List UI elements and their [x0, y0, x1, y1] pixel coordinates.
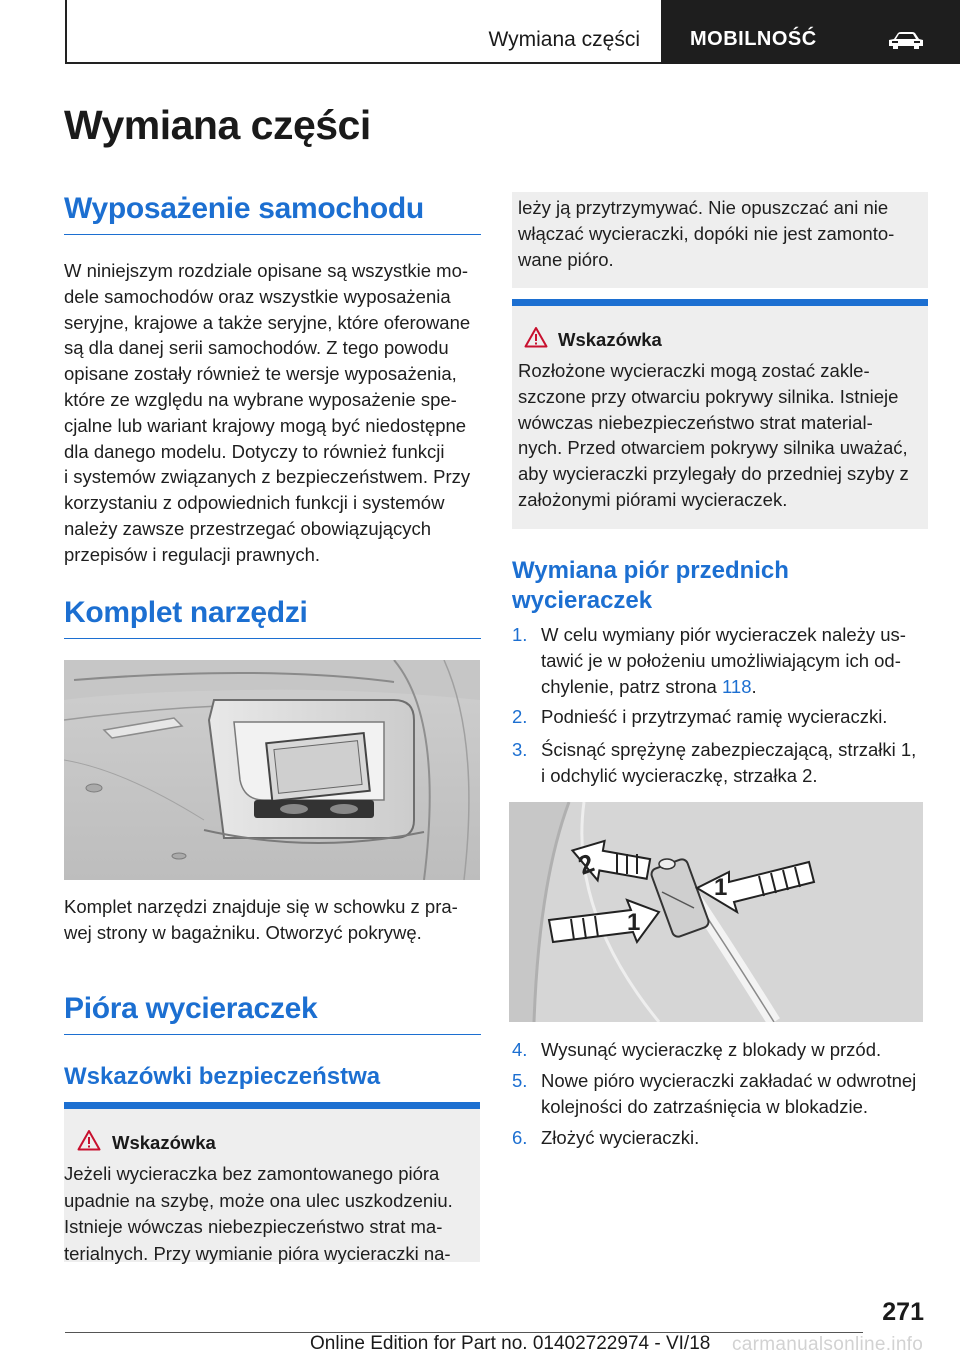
- header-section-label: MOBILNOŚĆ: [690, 28, 817, 50]
- text-line: przepisów i regulacji prawnych.: [64, 543, 321, 565]
- heading-rule: [64, 1034, 481, 1035]
- text-line: które ze względu na wybrane wyposażenie spe-: [64, 388, 457, 410]
- warning-icon: [77, 1129, 101, 1151]
- step-number: 4.: [512, 1039, 528, 1060]
- equipment-paragraph: [64, 258, 484, 568]
- text-line: opisane zostały również te wersje wyposażenia,: [64, 363, 457, 385]
- heading-safety: Wskazówki bezpieczeństwa: [64, 1063, 381, 1090]
- note-box-wiper-safety: [64, 1102, 480, 1262]
- step-item: [512, 737, 932, 791]
- header-chapter-title: Wymiana części: [488, 28, 640, 51]
- text-line: tawić je w położeniu umożliwiającym ich od-: [541, 650, 901, 671]
- step-text: [541, 737, 936, 789]
- footer-edition: Online Edition for Part no. 01402722974 - VI/18: [310, 1333, 711, 1354]
- step-text: [541, 704, 936, 730]
- text-fragment: .: [751, 676, 757, 697]
- text-line: Istnieje wówczas niebezpieczeństwo strat ma-: [64, 1216, 443, 1237]
- page-number: 271: [882, 1298, 924, 1326]
- header-bottom-rule: [65, 62, 661, 64]
- text-line: szczone przy otwarciu pokrywy silnika. Istnieje: [518, 385, 899, 407]
- step-text: [541, 1068, 936, 1120]
- step-text: [541, 1125, 936, 1151]
- text-line: upadnie na szybę, może ona ulec uszkodzeniu.: [64, 1189, 453, 1211]
- figure-label: 1: [714, 874, 728, 901]
- text-line: wówczas niebezpieczeństwo strat material-: [518, 411, 873, 433]
- step-item: [512, 704, 932, 732]
- toolkit-paragraph: [64, 894, 484, 946]
- text-line: Wysunąć wycieraczkę z blokady w przód.: [541, 1039, 882, 1060]
- figure-label: 2: [574, 847, 598, 881]
- step-number: 2.: [512, 706, 528, 727]
- step-item: [512, 1125, 932, 1153]
- text-line: i systemów związanych z bezpieczeństwem. Przy: [64, 466, 471, 488]
- text-line: są dla danej serii samochodów. Z tego powodu: [64, 337, 449, 359]
- heading-rule: [64, 638, 481, 639]
- text-fragment: chylenie, patrz strona: [541, 676, 722, 697]
- header-left-rule: [65, 0, 67, 64]
- text-line: dele samochodów oraz wszystkie wyposażenia: [64, 285, 451, 307]
- page-title: Wymiana części: [64, 102, 371, 148]
- note-text: [64, 1161, 480, 1267]
- note-text: [518, 358, 928, 513]
- text-line: W niniejszym rozdziale opisane są wszystkie mo-: [64, 260, 469, 281]
- heading-equipment: Wyposażenie samochodu: [64, 192, 424, 225]
- step-text: [541, 1037, 936, 1063]
- text-line: i odchylić wycieraczkę, strzałka 2.: [541, 765, 818, 786]
- text-line: seryjne, krajowe a także seryjne, które oferowane: [64, 311, 471, 333]
- text-line: Rozłożone wycieraczki mogą zostać zakle-: [518, 360, 870, 381]
- text-line: Ścisnąć sprężynę zabezpieczającą, strzałki 1,: [541, 739, 917, 760]
- note-box-folded-wipers: [512, 299, 928, 529]
- warning-icon: [524, 326, 548, 348]
- note-text: [518, 195, 928, 272]
- heading-rule: [64, 234, 481, 235]
- text-line: korzystaniu z odpowiednich funkcji i systemów: [64, 492, 445, 514]
- text-line: wane pióro.: [518, 248, 614, 270]
- text-line: [541, 674, 936, 700]
- note-box-continuation: [512, 192, 928, 288]
- text-line: włączać wycieraczki, dopóki nie jest zamonto-: [518, 222, 895, 244]
- step-number: 1.: [512, 624, 528, 645]
- heading-line: Wymiana piór przednich: [512, 557, 789, 584]
- step-number: 6.: [512, 1127, 528, 1148]
- step-number: 5.: [512, 1070, 528, 1091]
- step-item: [512, 1037, 932, 1065]
- note-title: Wskazówka: [558, 329, 662, 350]
- text-line: terialnych. Przy wymianie pióra wycieraczki na-: [64, 1242, 451, 1264]
- step-number: 3.: [512, 739, 528, 760]
- note-accent-bar: [512, 299, 928, 306]
- text-line: leży ją przytrzymywać. Nie opuszczać ani nie: [518, 197, 889, 218]
- heading-wipers: Pióra wycieraczek: [64, 992, 318, 1025]
- text-line: Komplet narzędzi znajduje się w schowku z pra-: [64, 896, 458, 917]
- text-line: należy zawsze przestrzegać obowiązujących: [64, 517, 432, 539]
- heading-line: wycieraczek: [512, 587, 653, 614]
- text-line: założonymi piórami wycieraczek.: [518, 488, 788, 510]
- step-item: [512, 622, 932, 702]
- heading-front-wipers: [512, 556, 789, 616]
- note-title: Wskazówka: [112, 1132, 216, 1153]
- car-icon: [886, 30, 926, 52]
- page-link[interactable]: 118: [721, 676, 752, 697]
- note-accent-bar: [64, 1102, 480, 1109]
- trunk-compartment-illustration: [64, 660, 480, 880]
- text-line: nych. Przed otwarciem pokrywy silnika uważać,: [518, 437, 908, 459]
- text-line: dla danego modelu. Dotyczy to również funkcji: [64, 440, 445, 462]
- text-line: W celu wymiany piór wycieraczek należy us-: [541, 624, 906, 645]
- footer-watermark: carmanualsonline.info: [732, 1334, 924, 1355]
- figure-label: 1: [627, 909, 641, 936]
- step-text: [541, 622, 936, 700]
- heading-toolkit: Komplet narzędzi: [64, 596, 308, 629]
- toolkit-image: [64, 660, 480, 880]
- wiper-release-illustration: [509, 802, 923, 1022]
- text-line: Jeżeli wycieraczka bez zamontowanego pióra: [64, 1163, 440, 1184]
- text-line: cjalne lub wariant krajowy mogą być niedostępne: [64, 414, 467, 436]
- text-line: Złożyć wycieraczki.: [541, 1127, 700, 1148]
- text-line: wej strony w bagażniku. Otworzyć pokrywę.: [64, 921, 422, 943]
- text-line: Podnieść i przytrzymać ramię wycieraczki.: [541, 706, 888, 727]
- wiper-release-image: [509, 802, 923, 1022]
- step-item: [512, 1068, 932, 1122]
- text-line: Nowe pióro wycieraczki zakładać w odwrotnej: [541, 1070, 917, 1091]
- text-line: aby wycieraczki przylegały do przedniej szyby z: [518, 463, 909, 485]
- text-line: kolejności do zatrzaśnięcia w blokadzie.: [541, 1096, 869, 1117]
